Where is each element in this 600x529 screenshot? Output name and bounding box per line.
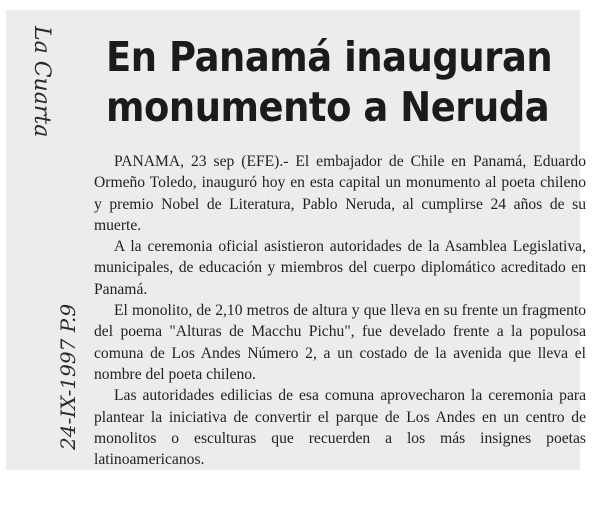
handwritten-source: La Cuarta bbox=[29, 26, 54, 138]
headline bbox=[106, 32, 553, 132]
headline-line-2: monumento a Neruda bbox=[106, 83, 550, 131]
handwritten-date-page: 24-IX-1997 P.9 bbox=[56, 303, 80, 450]
article-body bbox=[94, 151, 586, 470]
newspaper-clipping bbox=[6, 10, 586, 470]
paragraph-4: Las autoridades edilicias de esa comuna aprovecharon la ceremonia para plantear la iniciativa de convertir el parque de Los Andes en un centro de monolitos o esculturas que recuerden a los más insignes poetas latinoamericanos. bbox=[94, 387, 586, 469]
paragraph-1: PANAMA, 23 sep (EFE).- El embajador de Chile en Panamá, Eduardo Ormeño Toledo, inauguró hoy en esta capital un monumento al poeta chileno y premio Nobel de Literatura, Pablo Neruda, al cumplirse 24 años de su muerte. bbox=[94, 153, 586, 234]
headline-line-1: En Panamá inauguran bbox=[106, 33, 553, 81]
paragraph-2: A la ceremonia oficial asistieron autoridades de la Asamblea Legislativa, municipales, de educación y miembros del cuerpo diplomático acreditado en Panamá. bbox=[94, 238, 586, 298]
paragraph-3: El monolito, de 2,10 metros de altura y que lleva en su frente un fragmento del poema "Alturas de Macchu Pichu", fue develado frente a la populosa comuna de Los Andes Número 2, a un costado de la avenida que lleva el nombre del poeta chileno. bbox=[94, 302, 586, 383]
handwritten-annotation bbox=[14, 20, 104, 460]
